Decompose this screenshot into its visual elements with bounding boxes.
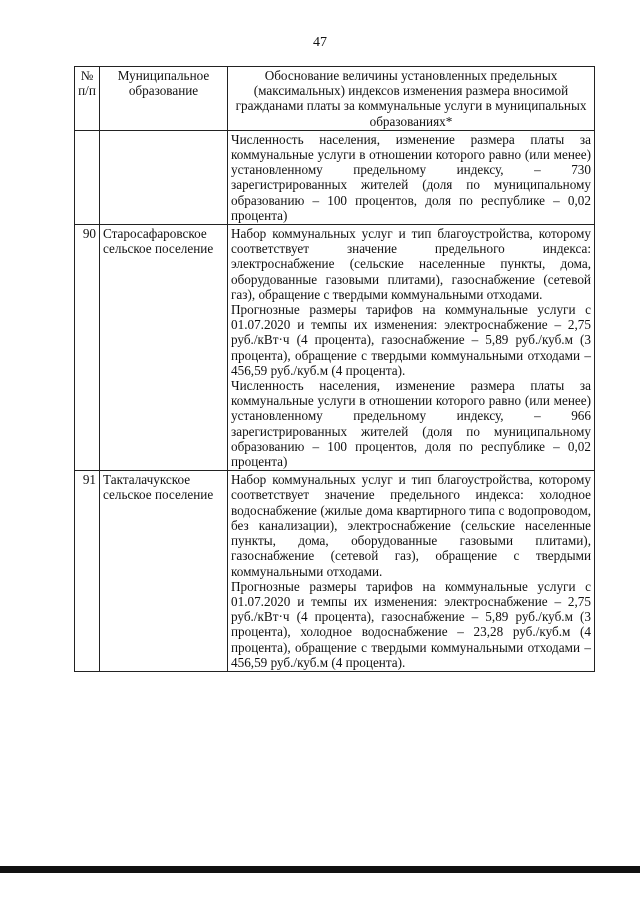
row-number: 90 (75, 225, 100, 471)
page-number: 47 (313, 35, 327, 50)
justification-paragraph: Численность населения, изменение размера платы за коммунальные услуги в отношении которого равно (или менее) установленному предельному индексу, – 966 зарегистрированных жителей (доля по муниципальному образованию – 100 процентов, доля по республике – 0,02 процента) (231, 378, 591, 470)
row-number: 91 (75, 471, 100, 672)
justification-paragraph: Численность населения, изменение размера платы за коммунальные услуги в отношении которого равно (или менее) установленному предельному индексу, – 730 зарегистрированных жителей (доля по муниципальному образованию – 100 процентов, доля по республике – 0,02 процента) (231, 131, 591, 223)
page-bottom-margin (0, 873, 640, 905)
justification-paragraph: Прогнозные размеры тарифов на коммунальные услуги с 01.07.2020 и темпы их изменения: электроснабжение – 2,75 руб./кВт·ч (4 процента), газоснабжение – 5,89 руб./куб.м (3 процента), обращение с твердыми коммунальными отходами – 456,59 руб./куб.м (4 процента). (231, 302, 591, 378)
row-justification (228, 225, 595, 471)
row-justification (228, 130, 595, 224)
table-row-continuation (75, 130, 595, 224)
row-municipality: Такталачукское сельское поселение (100, 471, 228, 672)
justification-paragraph: Прогнозные размеры тарифов на коммунальные услуги с 01.07.2020 и темпы их изменения: электроснабжение – 2,75 руб./кВт·ч (4 процента), газоснабжение – 5,89 руб./куб.м (3 процента), холодное водоснабжение – 23,28 руб./куб.м (4 процента), обращение с твердыми коммунальными отходами – 456,59 руб./куб.м (4 процента). (231, 578, 591, 670)
row-justification (228, 471, 595, 672)
header-number: № п/п (75, 67, 100, 131)
page-bottom-border (0, 866, 640, 873)
header-municipality: Муниципальное образование (100, 67, 228, 131)
justification-paragraph: Набор коммунальных услуг и тип благоустройства, которому соответствует значение предельного индекса: электроснабжение (сельские населенные пункты, дома, оборудованные газовыми плитами), газоснабжение (сетевой газ), обращение с твердыми коммунальными отходами. (231, 226, 591, 302)
table-row-90 (75, 225, 595, 471)
justification-paragraph: Набор коммунальных услуг и тип благоустройства, которому соответствует значение предельного индекса: холодное водоснабжение (жилые дома квартирного типа с водопроводом, без канализации), электроснабжение (сельские населенные пункты, дома, оборудованные газовыми плитами), газоснабжение (сетевой газ), обращение с твердыми коммунальными отходами. (231, 472, 591, 579)
row-municipality (100, 130, 228, 224)
row-municipality: Старосафаровское сельское поселение (100, 225, 228, 471)
row-number (75, 130, 100, 224)
tariff-index-table (74, 66, 595, 672)
header-justification: Обоснование величины установленных предельных (максимальных) индексов изменения размера вносимой гражданами платы за коммунальные услуги в муниципальных образованиях* (228, 67, 595, 131)
table-row-91 (75, 471, 595, 672)
table-header-row (75, 67, 595, 131)
